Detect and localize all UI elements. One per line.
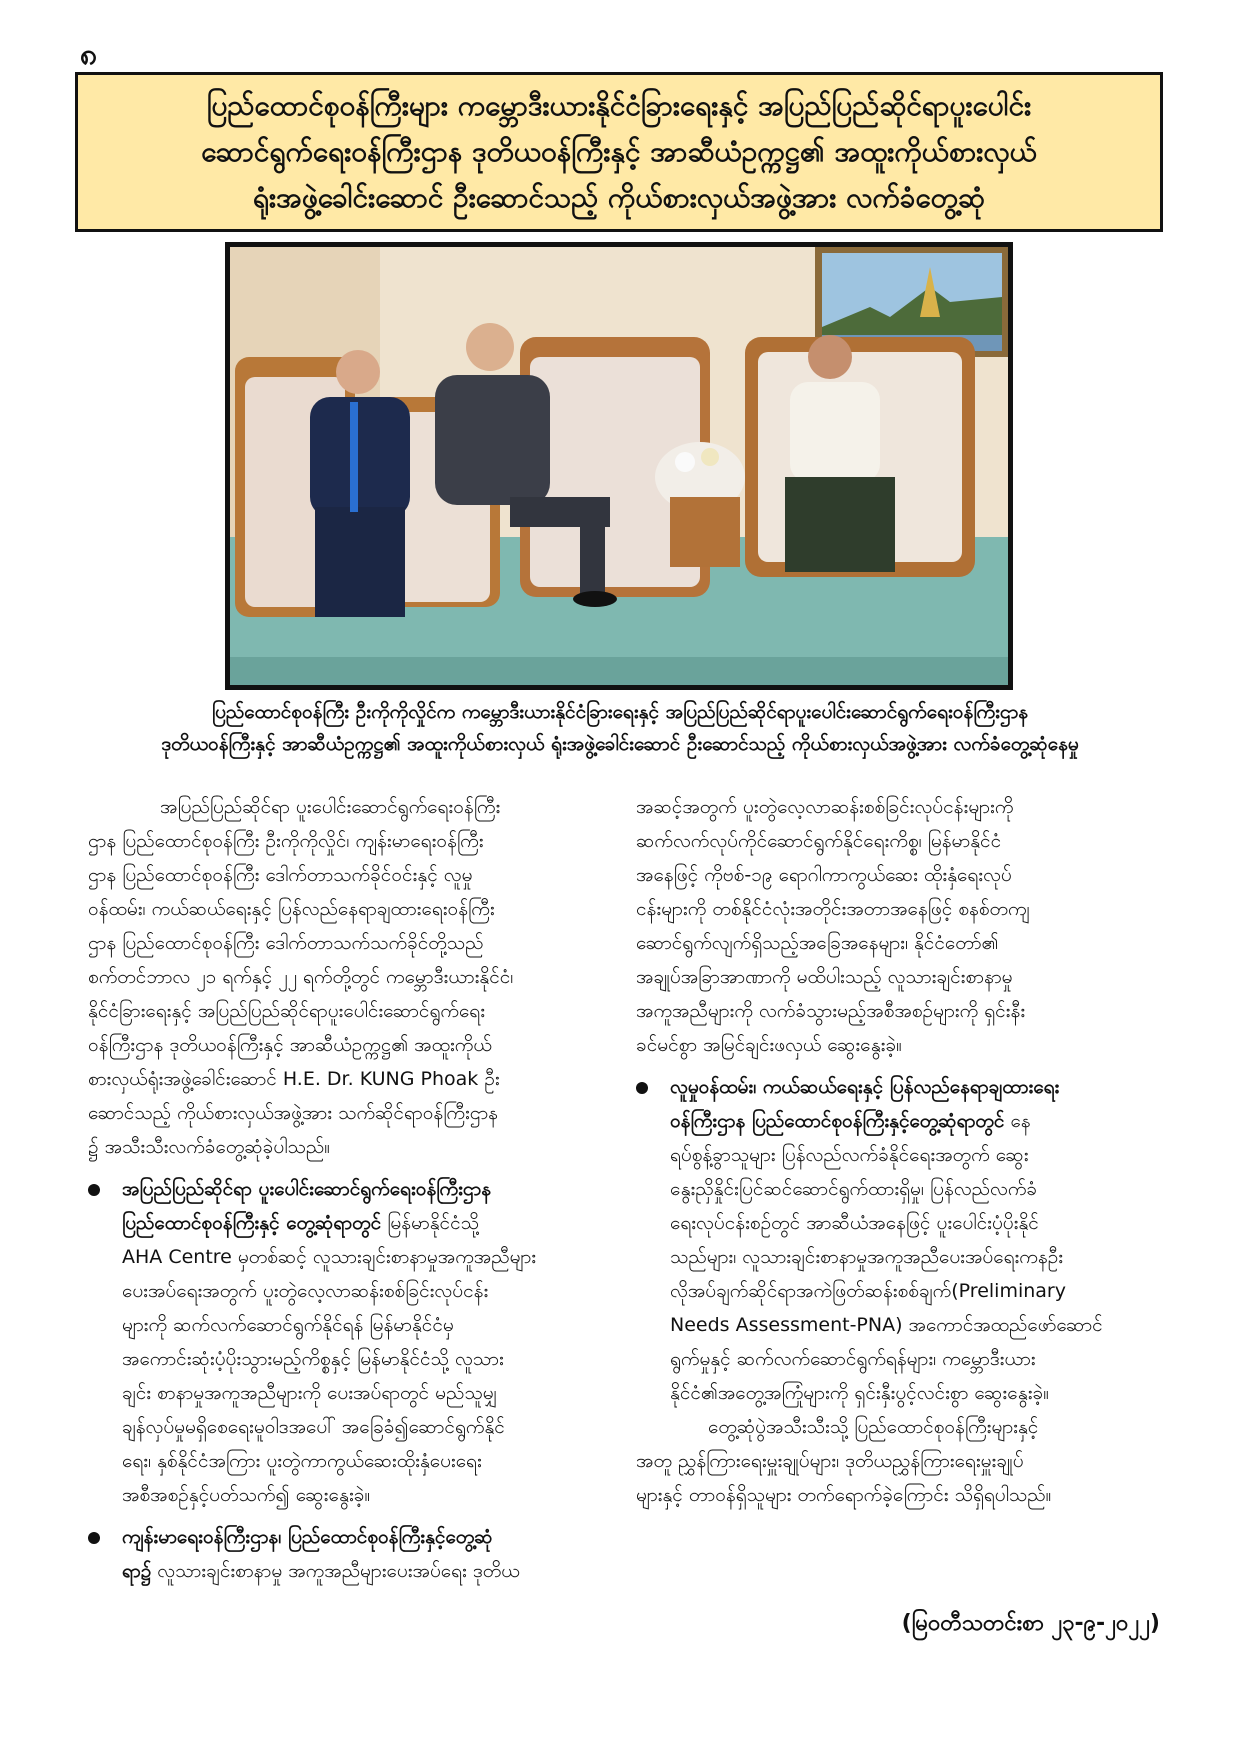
bullet-heading: ပြည်ထောင်စုဝန်ကြီးနှင့် တွေ့ဆုံရာတွင် [122, 1212, 382, 1234]
text-line: စားလှယ်ရုံးအဖွဲ့ခေါင်းဆောင် H.E. Dr. KUNG Phoak ဦး [88, 1068, 500, 1090]
text-line: အတူ ညွှန်ကြားရေးမှူးချုပ်များ၊ ဒုတိယညွှန်ကြားရေးမှူးချုပ် [636, 1450, 1024, 1472]
text-line: အနေဖြင့် ကိုဗစ်-၁၉ ရောဂါကာကွယ်ဆေး ထိုးနှံရေးလုပ် [636, 864, 1012, 886]
bullet-heading: ဝန်ကြီးဌာန ပြည်ထောင်စုဝန်ကြီးနှင့်တွေ့ဆုံရာတွင် [670, 1110, 1005, 1132]
headline-line: ရုံးအဖွဲ့ခေါင်းဆောင် ဦးဆောင်သည့် ကိုယ်စားလှယ်အဖွဲ့အား လက်ခံတွေ့ဆုံ [252, 181, 986, 214]
text-line: အချုပ်အခြာအာဏာကို မထိပါးသည့် လူသားချင်းစာနာမှု [636, 966, 1013, 988]
text-line: Needs Assessment-PNA) အကောင်အထည်ဖော်ဆောင် [670, 1314, 1103, 1336]
text-line: နိုင်ငံခြားရေးနှင့် အပြည်ပြည်ဆိုင်ရာပူးပေါင်းဆောင်ရွက်ရေး [88, 1000, 486, 1022]
text-line [670, 1104, 1156, 1138]
text-line: နိုင်ငံ၏အတွေ့အကြုံများကို ရှင်းနှီးပွင့်လင်းစွာ ဆွေးနွေးခဲ့။ [670, 1382, 1049, 1404]
text-line: ဌာန ပြည်ထောင်စုဝန်ကြီး ဒေါက်တာသက်ခိုင်ဝင်းနှင့် လူမှု [88, 864, 473, 886]
bullet-social-welfare [636, 1070, 1156, 1410]
text-line: AHA Centre မှတစ်ဆင့် လူသားချင်းစာနာမှုအကူအညီများ [122, 1246, 537, 1268]
text-line: အကူအညီများကို လက်ခံသွားမည့်အစီအစဉ်များကို ရှင်းနီး [636, 1000, 1026, 1022]
bullet-heading: ကျန်းမာရေးဝန်ကြီးဌာန၊ ပြည်ထောင်စုဝန်ကြီးနှင့်တွေ့ဆုံ [122, 1526, 493, 1548]
text-line: များနှင့် တာဝန်ရှိသူများ တက်ရောက်ခဲ့ကြောင်း သိရှိရပါသည်။ [636, 1484, 1052, 1506]
text-line: ဌာန ပြည်ထောင်စုဝန်ကြီး ဒေါက်တာသက်သက်ခိုင်တို့သည် [88, 932, 484, 954]
text-line: စက်တင်ဘာလ ၂၁ ရက်နှင့် ၂၂ ရက်တို့တွင် ကမ္ဘောဒီးယားနိုင်ငံ၊ [88, 966, 514, 988]
text-line: များကို ဆက်လက်ဆောင်ရွက်နိုင်ရန် မြန်မာနိုင်ငံမှ [122, 1314, 454, 1336]
text-line: သည်များ၊ လူသားချင်းစာနာမှုအကူအညီပေးအပ်ရေးကနဦး [670, 1246, 1064, 1268]
text-line: အဆင့်အတွက် ပူးတွဲလေ့လာဆန်းစစ်ခြင်းလုပ်ငန်းများကို [636, 796, 1014, 818]
text-line: ချန်လှပ်မှုမရှိစေရေးမူဝါဒအပေါ် အခြေခံ၍ဆောင်ရွက်နိုင် [122, 1416, 505, 1438]
text-line [122, 1206, 610, 1240]
text-line: ရွက်မှုနှင့် ဆက်လက်ဆောင်ရွက်ရန်များ၊ ကမ္ဘောဒီးယား [670, 1348, 1036, 1370]
caption-line: ဒုတိယဝန်ကြီးနှင့် အာဆီယံဥက္ကဋ္ဌ၏ အထူးကိုယ်စားလှယ် ရုံးအဖွဲ့ခေါင်းဆောင် ဦးဆောင်သည့် ကိုယ်စားလှယ်အဖွဲ့အား လက်ခံတွေ့ဆုံနေမှု [161, 733, 1079, 755]
bullet-foreign-affairs [88, 1172, 610, 1512]
text-line: ပေးအပ်ရေးအတွက် ပူးတွဲလေ့လာဆန်းစစ်ခြင်းလုပ်ငန်း [122, 1280, 489, 1302]
bullet-icon [636, 1082, 648, 1094]
bullet-health [88, 1520, 610, 1588]
bullet-heading: အပြည်ပြည်ဆိုင်ရာ ပူးပေါင်းဆောင်ရွက်ရေးဝန်ကြီးဌာန [122, 1178, 492, 1200]
closing-paragraph [636, 1410, 1156, 1512]
continued-paragraph [636, 790, 1156, 1062]
text-line: ချင်း စာနာမှုအကူအညီများကို ပေးအပ်ရာတွင် မည်သူမျှ [122, 1382, 498, 1404]
right-column [636, 790, 1156, 1512]
text-line: ရပ်စွန့်ခွာသူများ ပြန်လည်လက်ခံနိုင်ရေးအတွက် ဆွေး [670, 1144, 1029, 1166]
bullet-icon [88, 1532, 100, 1544]
text-line: ရေးလုပ်ငန်းစဉ်တွင် အာဆီယံအနေဖြင့် ပူးပေါင်းပံ့ပိုးနိုင် [670, 1212, 1039, 1234]
intro-paragraph [88, 790, 610, 1164]
text-line: အပြည်ပြည်ဆိုင်ရာ ပူးပေါင်းဆောင်ရွက်ရေးဝန်ကြီး [160, 796, 501, 818]
text-line: ဝန်ကြီးဌာန ဒုတိယဝန်ကြီးနှင့် အာဆီယံဥက္ကဋ္ဌ၏ အထူးကိုယ် [88, 1034, 492, 1056]
text-segment: နေ [1004, 1110, 1031, 1132]
text-line: ခင်မင်စွာ အမြင်ချင်းဖလှယ် ဆွေးနွေးခဲ့။ [636, 1034, 902, 1056]
bullet-heading: လူမှုဝန်ထမ်း၊ ကယ်ဆယ်ရေးနှင့် ပြန်လည်နေရာချထားရေး [670, 1076, 1060, 1098]
headline-line: ပြည်ထောင်စုဝန်ကြီးများ ကမ္ဘောဒီးယားနိုင်ငံခြားရေးနှင့် အပြည်ပြည်ဆိုင်ရာပူးပေါင်း [206, 89, 1032, 122]
meeting-photo-illustration [230, 247, 1008, 685]
text-segment: မြန်မာနိုင်ငံသို့ [381, 1212, 480, 1234]
text-line: လိုအပ်ချက်ဆိုင်ရာအကဲဖြတ်ဆန်းစစ်ချက်(Preliminary [670, 1280, 1066, 1302]
text-line: ဆောင်သည့် ကိုယ်စားလှယ်အဖွဲ့အား သက်ဆိုင်ရာဝန်ကြီးဌာန [88, 1102, 498, 1124]
text-line: ငန်းများကို တစ်နိုင်ငံလုံးအတိုင်းအတာအနေဖြင့် စနစ်တကျ [636, 898, 1030, 920]
text-line: အကောင်းဆုံးပံ့ပိုးသွားမည့်ကိစ္စနှင့် မြန်မာနိုင်ငံသို့ လူသား [122, 1348, 504, 1370]
text-line: ဌာန ပြည်ထောင်စုဝန်ကြီး ဦးကိုကိုလှိုင်၊ ကျန်းမာရေးဝန်ကြီး [88, 830, 484, 852]
caption-line: ပြည်ထောင်စုဝန်ကြီး ဦးကိုကိုလှိုင်က ကမ္ဘောဒီးယားနိုင်ငံခြားရေးနှင့် အပြည်ပြည်ဆိုင်ရာပူးပေါင်းဆောင်ရွက်ရေးဝန်ကြီးဌာန [211, 701, 1029, 723]
text-line: တွေ့ဆုံပွဲအသီးသီးသို့ ပြည်ထောင်စုဝန်ကြီးများနှင့် [708, 1416, 1039, 1438]
left-column [88, 790, 610, 1588]
meeting-photo [225, 242, 1013, 690]
headline-line: ဆောင်ရွက်ရေးဝန်ကြီးဌာန ဒုတိယဝန်ကြီးနှင့် အာဆီယံဥက္ကဋ္ဌ၏ အထူးကိုယ်စားလှယ် [201, 135, 1037, 168]
text-line [122, 1554, 610, 1588]
text-line: ၌ အသီးသီးလက်ခံတွေ့ဆုံခဲ့ပါသည်။ [88, 1136, 330, 1158]
photo-caption [110, 696, 1130, 760]
text-line: ဝန်ထမ်း၊ ကယ်ဆယ်ရေးနှင့် ပြန်လည်နေရာချထားရေးဝန်ကြီး [88, 898, 495, 920]
text-line: အစီအစဉ်နှင့်ပတ်သက်၍ ဆွေးနွေးခဲ့။ [122, 1484, 371, 1506]
source-citation: (မြဝတီသတင်းစာ ၂၃-၉-၂၀၂၂) [901, 1611, 1160, 1636]
bullet-heading: ရာ၌ [122, 1560, 152, 1582]
text-line: ရေး၊ နှစ်နိုင်ငံအကြား ပူးတွဲကာကွယ်ဆေးထိုးနှံပေးရေး [122, 1450, 482, 1472]
text-segment: လူသားချင်းစာနာမှု အကူအညီများပေးအပ်ရေး ဒုတိယ [151, 1560, 520, 1582]
text-line: နွေးညှိနှိုင်းပြင်ဆင်ဆောင်ရွက်ထားရှိမှု၊ ပြန်လည်လက်ခံ [670, 1178, 1038, 1200]
text-line: ဆက်လက်လုပ်ကိုင်ဆောင်ရွက်နိုင်ရေးကိစ္စ၊ မြန်မာနိုင်ငံ [636, 830, 1002, 852]
page-number: ၈ [80, 37, 98, 72]
bullet-icon [88, 1184, 100, 1196]
headline-box [75, 72, 1163, 232]
text-line: ဆောင်ရွက်လျက်ရှိသည့်အခြေအနေများ၊ နိုင်ငံတော်၏ [636, 932, 999, 954]
